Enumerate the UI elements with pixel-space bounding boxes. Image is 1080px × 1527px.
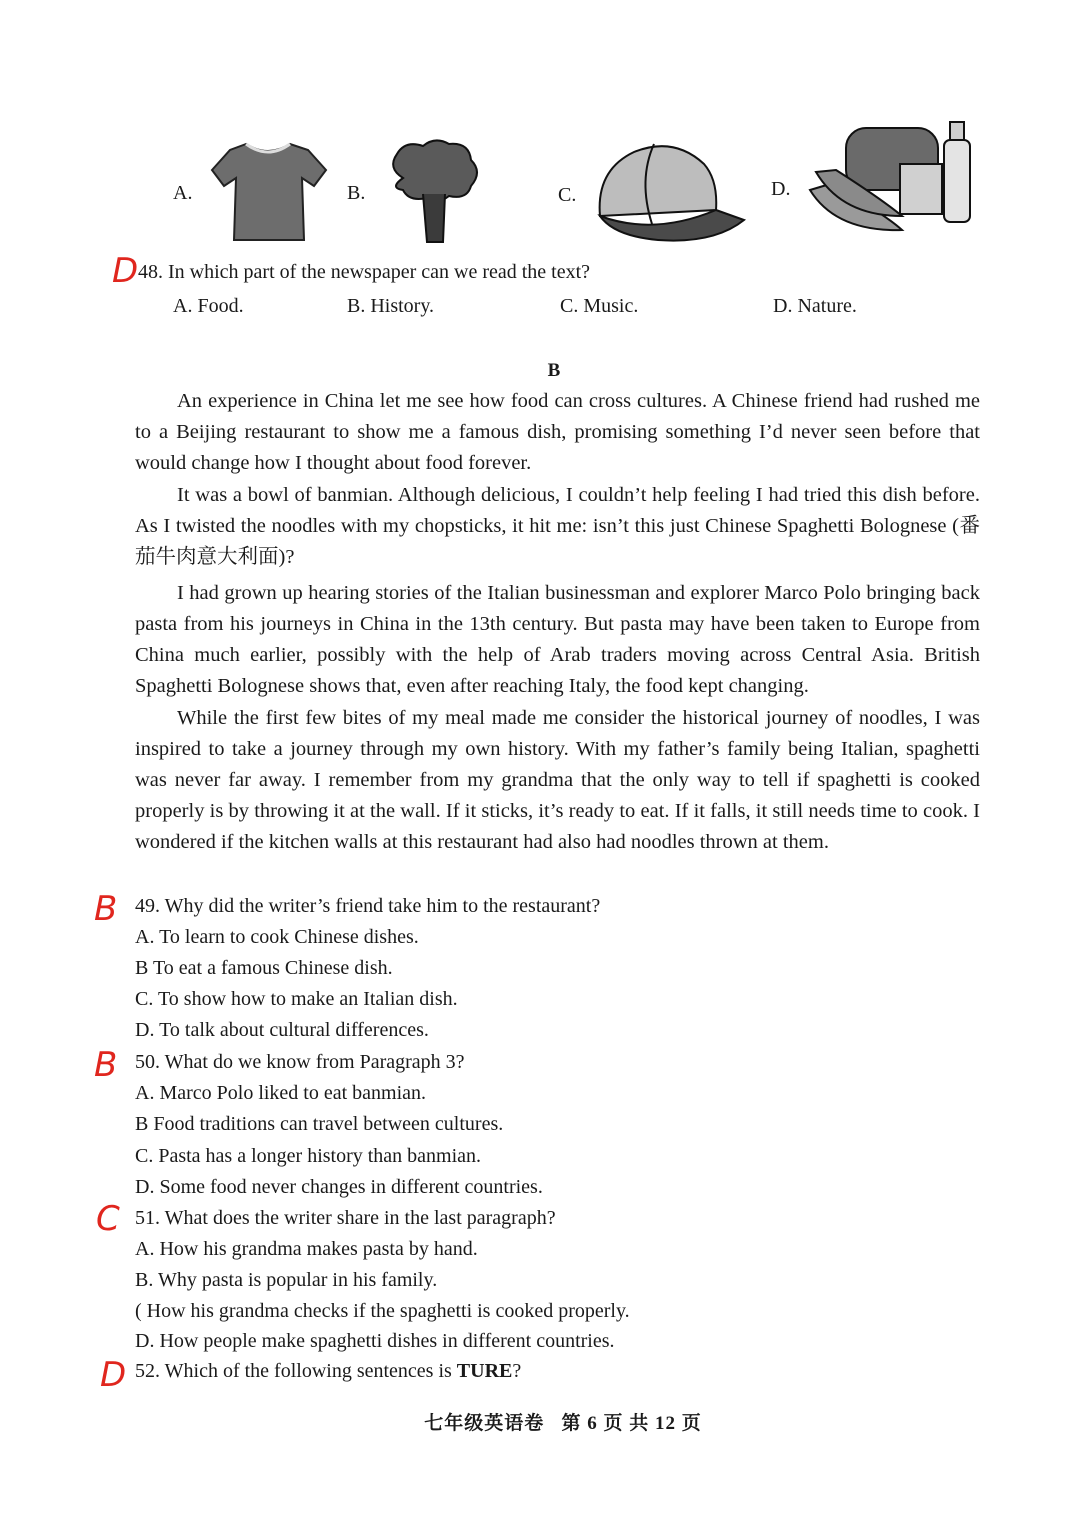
q48-option-c: C. Music. bbox=[560, 295, 639, 317]
q51-option-a: A. How his grandma makes pasta by hand. bbox=[135, 1238, 478, 1260]
passage-paragraph-2: It was a bowl of banmian. Although delicious, I couldn’t help feeling I had tried this dish before. As I twisted the noodles with my chopsticks, it hit me: isn’t this just Chinese Spaghetti Bolognese (番茄牛肉意大利面)? bbox=[135, 484, 980, 568]
picture-label-d: D. bbox=[771, 178, 791, 200]
passage-paragraph-3: I had grown up hearing stories of the Italian businessman and explorer Marco Polo bringing back pasta from his journeys in China in the 13th century. But pasta may have been taken to Europe from China much earlier, possibly with the help of Arab traders moving across Central Asia. British Spaghetti Bolognese shows that, even after reaching Italy, the food kept changing. bbox=[135, 582, 980, 697]
question-49: 49. Why did the writer’s friend take him to the restaurant? bbox=[135, 895, 601, 917]
q50-option-b: B Food traditions can travel between cultures. bbox=[135, 1113, 504, 1135]
answer-mark-49: B bbox=[94, 889, 118, 929]
q49-option-b: B To eat a famous Chinese dish. bbox=[135, 957, 393, 979]
picture-label-a: A. bbox=[173, 182, 193, 204]
question-52-emphasis: TURE bbox=[456, 1360, 513, 1382]
q51-option-b: B. Why pasta is popular in his family. bbox=[135, 1269, 438, 1291]
section-title: B bbox=[547, 360, 561, 381]
q49-option-c: C. To show how to make an Italian dish. bbox=[135, 988, 458, 1010]
t-shirt-icon bbox=[208, 140, 328, 246]
question-52-text: 52. Which of the following sentences is bbox=[135, 1360, 457, 1382]
passage-paragraph-4: While the first few bites of my meal made me consider the historical journey of noodles, I was inspired to take a journey through my own history. With my father’s family being Italian, spaghetti was never far away. I remember from my grandma that the only way to tell if spaghetti is cooked properly is by throwing it at the wall. If it sticks, it’s ready to eat. If it falls, it still needs time to cook. I wondered if the kitchen walls at this restaurant had also had noodles thrown at them. bbox=[135, 707, 980, 853]
question-51: 51. What does the writer share in the last paragraph? bbox=[135, 1207, 556, 1229]
q51-option-d: D. How people make spaghetti dishes in different countries. bbox=[135, 1330, 615, 1352]
question-52 bbox=[135, 1356, 521, 1387]
q49-option-d: D. To talk about cultural differences. bbox=[135, 1019, 429, 1041]
question-50: 50. What do we know from Paragraph 3? bbox=[135, 1051, 465, 1073]
q50-option-c: C. Pasta has a longer history than banmian. bbox=[135, 1145, 482, 1167]
answer-mark-48: D bbox=[112, 251, 139, 291]
q48-option-a: A. Food. bbox=[173, 295, 244, 317]
question-48: 48. In which part of the newspaper can we read the text? bbox=[138, 261, 591, 283]
answer-mark-52: D bbox=[100, 1355, 127, 1395]
picture-label-b: B. bbox=[347, 182, 366, 204]
food-icon bbox=[806, 120, 978, 242]
q50-option-a: A. Marco Polo liked to eat banmian. bbox=[135, 1082, 427, 1104]
passage-paragraph-1: An experience in China let me see how food can cross cultures. A Chinese friend had rushed me to a Beijing restaurant to show me a famous dish, promising something I’d never seen before that would change how I thought about food forever. bbox=[135, 390, 980, 474]
q48-option-b: B. History. bbox=[347, 295, 435, 317]
answer-mark-50: B bbox=[94, 1045, 118, 1085]
q51-option-c: ( How his grandma checks if the spaghetti is cooked properly. bbox=[135, 1300, 630, 1322]
picture-label-c: C. bbox=[558, 184, 577, 206]
q50-option-d: D. Some food never changes in different countries. bbox=[135, 1176, 543, 1198]
page-footer: 七年级英语卷 第 6 页 共 12 页 bbox=[424, 1413, 702, 1434]
q49-option-a: A. To learn to cook Chinese dishes. bbox=[135, 926, 419, 948]
cap-icon bbox=[594, 140, 750, 246]
tree-icon bbox=[383, 138, 483, 246]
q48-option-d: D. Nature. bbox=[773, 295, 857, 317]
answer-mark-51: C bbox=[96, 1199, 120, 1239]
question-52-end: ? bbox=[512, 1360, 522, 1382]
